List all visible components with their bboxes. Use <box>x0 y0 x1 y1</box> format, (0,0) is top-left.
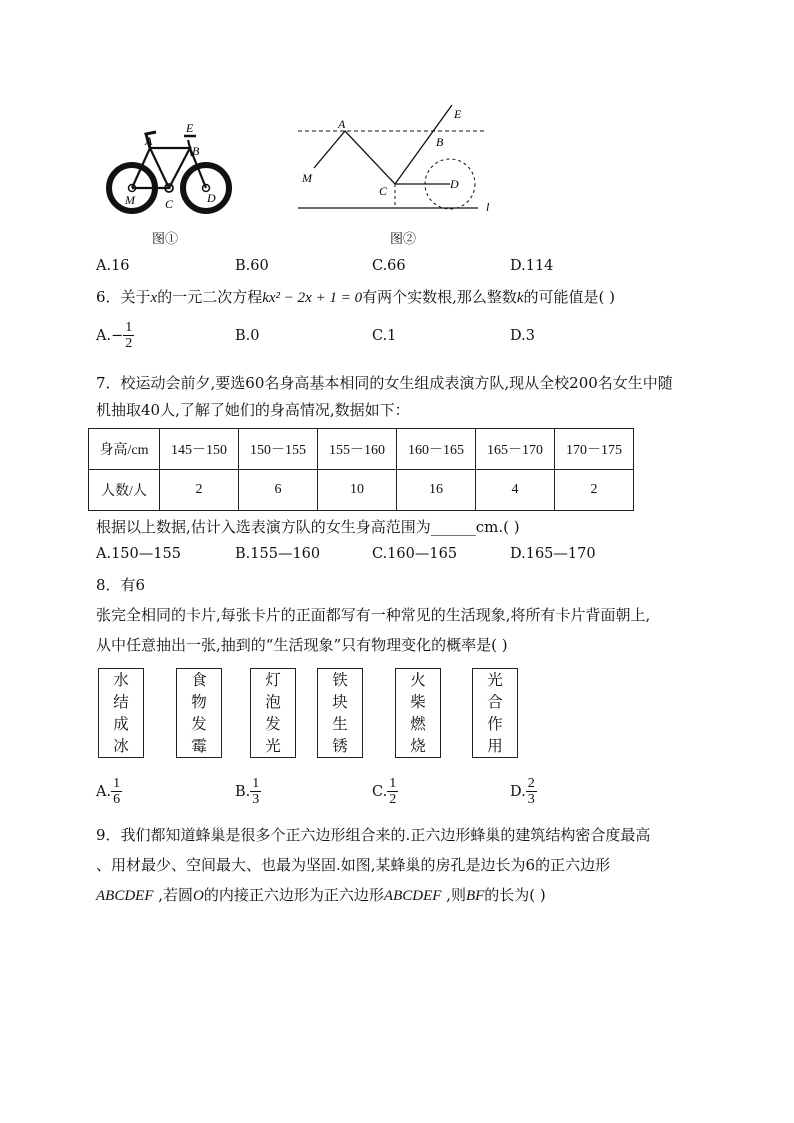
table-cell: 160－165 <box>397 429 476 470</box>
svg-text:M: M <box>125 193 135 207</box>
q8-stem-line1: 8．有6 <box>96 576 146 594</box>
q8-stem-line3: 从中任意抽出一张,抽到的“生活现象”只有物理变化的概率是( ) <box>96 636 508 654</box>
table-header-cell: 身高/cm <box>89 429 160 470</box>
q7-after-text: 根据以上数据,估计入选表演方队的女生身高范围为______cm.( ) <box>96 518 520 536</box>
figure-bicycle <box>100 118 240 218</box>
table-header-cell: 人数/人 <box>89 470 160 511</box>
q5-option-d: D.114 <box>510 258 554 274</box>
card-food-mold: 食 物 发 霉 <box>176 668 222 758</box>
table-row <box>89 429 634 470</box>
q5-option-c: C.66 <box>372 258 406 274</box>
q8-option-a: A. $\frac{1}{6}$ <box>96 776 121 807</box>
q7-option-c: C.160—165 <box>372 546 458 562</box>
height-table <box>88 428 634 511</box>
q6-option-a: A. − $\frac{1}{2}$ <box>96 320 133 351</box>
q6-option-b: B.0 <box>235 328 260 344</box>
q8-option-d: D. $\frac{2}{3}$ <box>510 776 535 807</box>
svg-text:E: E <box>454 107 462 121</box>
table-cell: 170－175 <box>555 429 634 470</box>
q6-option-d: D.3 <box>510 328 535 344</box>
q5-option-b: B.60 <box>235 258 269 274</box>
table-cell: 145－150 <box>160 429 239 470</box>
svg-text:D: D <box>450 177 459 191</box>
svg-text:A: A <box>338 117 346 131</box>
q6-option-c: C.1 <box>372 328 397 344</box>
svg-text:C: C <box>379 184 388 198</box>
svg-text:A: A <box>145 134 153 148</box>
table-cell: 155－160 <box>318 429 397 470</box>
q9-stem-line2: 、用材最少、空间最大、也最为坚固.如图,某蜂巢的房孔是边长为6的正六边形 <box>96 856 611 874</box>
table-cell: 165－170 <box>476 429 555 470</box>
table-cell: 6 <box>239 470 318 511</box>
card-photosynthesis: 光 合 作 用 <box>472 668 518 758</box>
svg-text:l: l <box>486 200 490 214</box>
figure-construction <box>294 100 504 220</box>
card-iron-rust: 铁 块 生 锈 <box>317 668 363 758</box>
card-water-to-ice: 水 结 成 冰 <box>98 668 144 758</box>
table-cell: 2 <box>555 470 634 511</box>
q7-option-a: A.150—155 <box>96 546 181 562</box>
figure1-caption: 图① <box>152 232 179 247</box>
q7-option-d: D.165—170 <box>510 546 596 562</box>
figure2-caption: 图② <box>390 232 417 247</box>
svg-text:C: C <box>165 197 174 211</box>
table-cell: 4 <box>476 470 555 511</box>
table-cell: 2 <box>160 470 239 511</box>
svg-text:D: D <box>207 191 216 205</box>
card-match-burn: 火 柴 燃 烧 <box>395 668 441 758</box>
svg-text:B: B <box>192 144 200 158</box>
svg-text:M: M <box>302 171 312 185</box>
table-row <box>89 470 634 511</box>
q8-option-c: C. $\frac{1}{2}$ <box>372 776 397 807</box>
q6-stem: 6．关于x的一元二次方程kx² − 2x + 1 = 0有两个实数根,那么整数k的可能值是( ) <box>96 288 616 306</box>
q8-stem-line2: 张完全相同的卡片,每张卡片的正面都写有一种常见的生活现象,将所有卡片背面朝上, <box>96 606 651 624</box>
q5-option-a: A.16 <box>96 258 130 274</box>
q7-stem-line1: 7．校运动会前夕,要选60名身高基本相同的女生组成表演方队,现从全校200名女生中随 <box>96 374 673 392</box>
table-cell: 10 <box>318 470 397 511</box>
card-bulb-glow: 灯 泡 发 光 <box>250 668 296 758</box>
svg-text:B: B <box>436 135 444 149</box>
svg-text:E: E <box>186 121 194 135</box>
q9-stem-line3: ABCDEF ,若圆O的内接正六边形为正六边形ABCDEF ,则BF的长为( ) <box>96 886 546 904</box>
table-cell: 150－155 <box>239 429 318 470</box>
table-cell: 16 <box>397 470 476 511</box>
q9-stem-line1: 9．我们都知道蜂巢是很多个正六边形组合来的.正六边形蜂巢的建筑结构密合度最高 <box>96 826 651 844</box>
q8-option-b: B. $\frac{1}{3}$ <box>235 776 260 807</box>
q7-option-b: B.155—160 <box>235 546 321 562</box>
q7-stem-line2: 机抽取40人,了解了她们的身高情况,数据如下： <box>96 401 410 419</box>
